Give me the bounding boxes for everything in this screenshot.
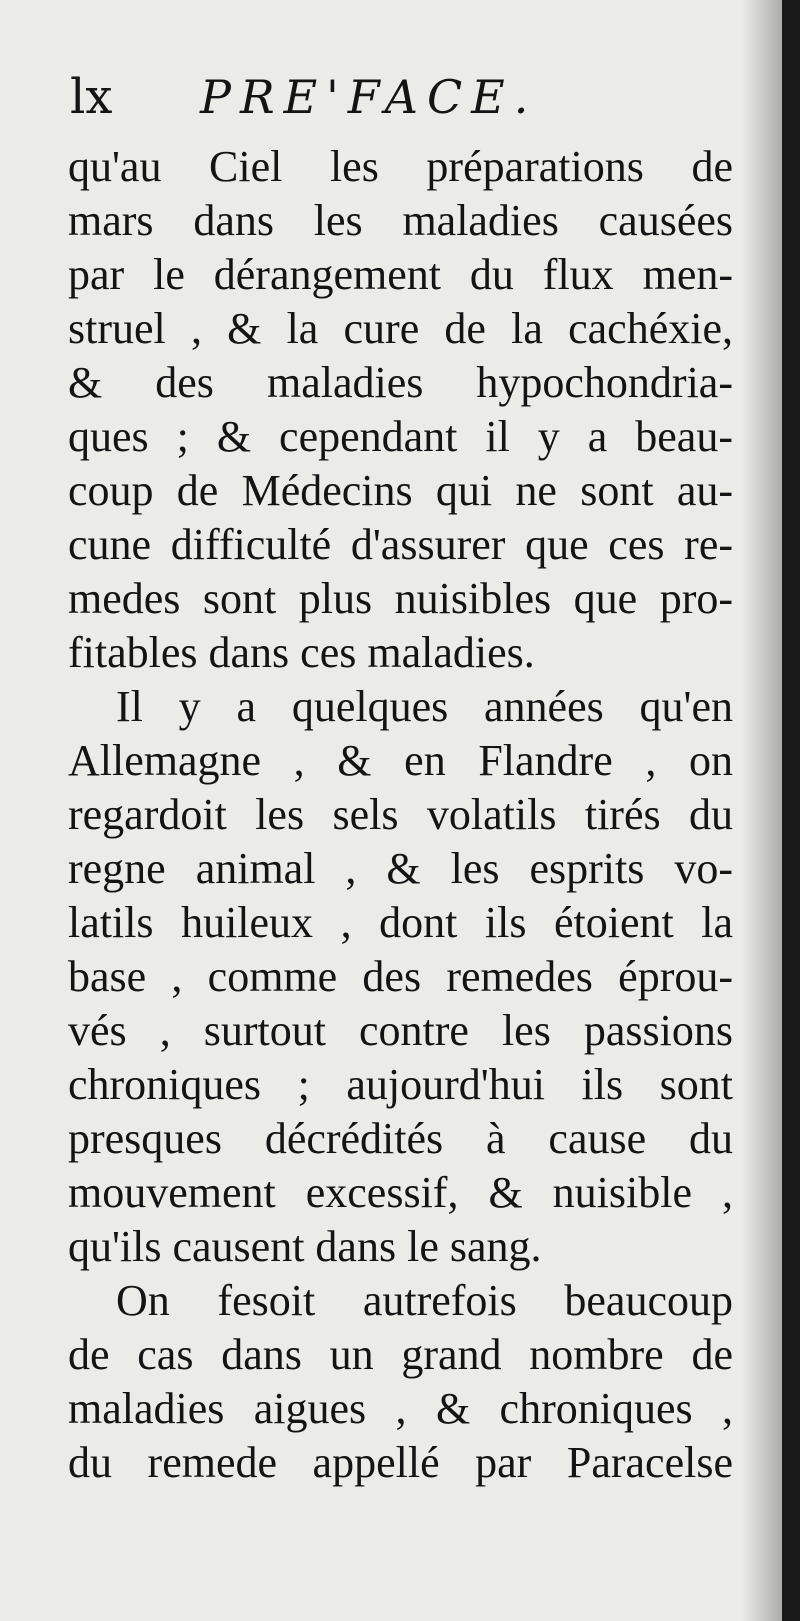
scan-edge <box>782 0 800 1621</box>
paragraph <box>68 680 733 1274</box>
text-line: presques décrédités à cause du <box>68 1114 733 1163</box>
text-line: fitables dans ces maladies. <box>68 628 535 677</box>
text-line: regardoit les sels volatils tirés du <box>68 790 733 839</box>
text-line: struel , & la cure de la cachéxie, <box>68 304 733 353</box>
text-line: medes sont plus nuisibles que pro- <box>68 574 733 623</box>
text-line: mouvement excessif, & nuisible , <box>68 1168 733 1217</box>
text-line: de cas dans un grand nombre de <box>68 1330 733 1379</box>
text-line: Il y a quelques années qu'en <box>116 682 733 731</box>
text-line: & des maladies hypochondria- <box>68 358 733 407</box>
text-line: cune difficulté d'assurer que ces re- <box>68 520 733 569</box>
paragraph <box>68 140 733 680</box>
text-line: qu'au Ciel les préparations de <box>68 142 733 191</box>
text-line: chroniques ; aujourd'hui ils sont <box>68 1060 733 1109</box>
text-line: regne animal , & les esprits vo- <box>68 844 733 893</box>
text-line: coup de Médecins qui ne sont au- <box>68 466 733 515</box>
text-line: ques ; & cependant il y a beau- <box>68 412 733 461</box>
text-line: vés , surtout contre les passions <box>68 1006 733 1055</box>
gutter-shadow <box>742 0 782 1621</box>
text-line: par le dérangement du flux men- <box>68 250 733 299</box>
page-header <box>70 62 730 132</box>
text-line: mars dans les maladies causées <box>68 196 733 245</box>
text-line: On fesoit autrefois beaucoup <box>116 1276 733 1325</box>
paragraph <box>68 1274 733 1490</box>
page-number: lx <box>70 69 113 125</box>
text-line: latils huileux , dont ils étoient la <box>68 898 733 947</box>
text-line: Allemagne , & en Flandre , on <box>68 736 733 785</box>
text-line: base , comme des remedes éprou- <box>68 952 733 1001</box>
text-line: maladies aigues , & chroniques , <box>68 1384 733 1433</box>
running-title: PRE'FACE. <box>200 70 538 124</box>
text-line: qu'ils causent dans le sang. <box>68 1222 542 1271</box>
text-line: du remede appellé par Paracelse <box>68 1438 733 1487</box>
body-text <box>68 140 733 1490</box>
